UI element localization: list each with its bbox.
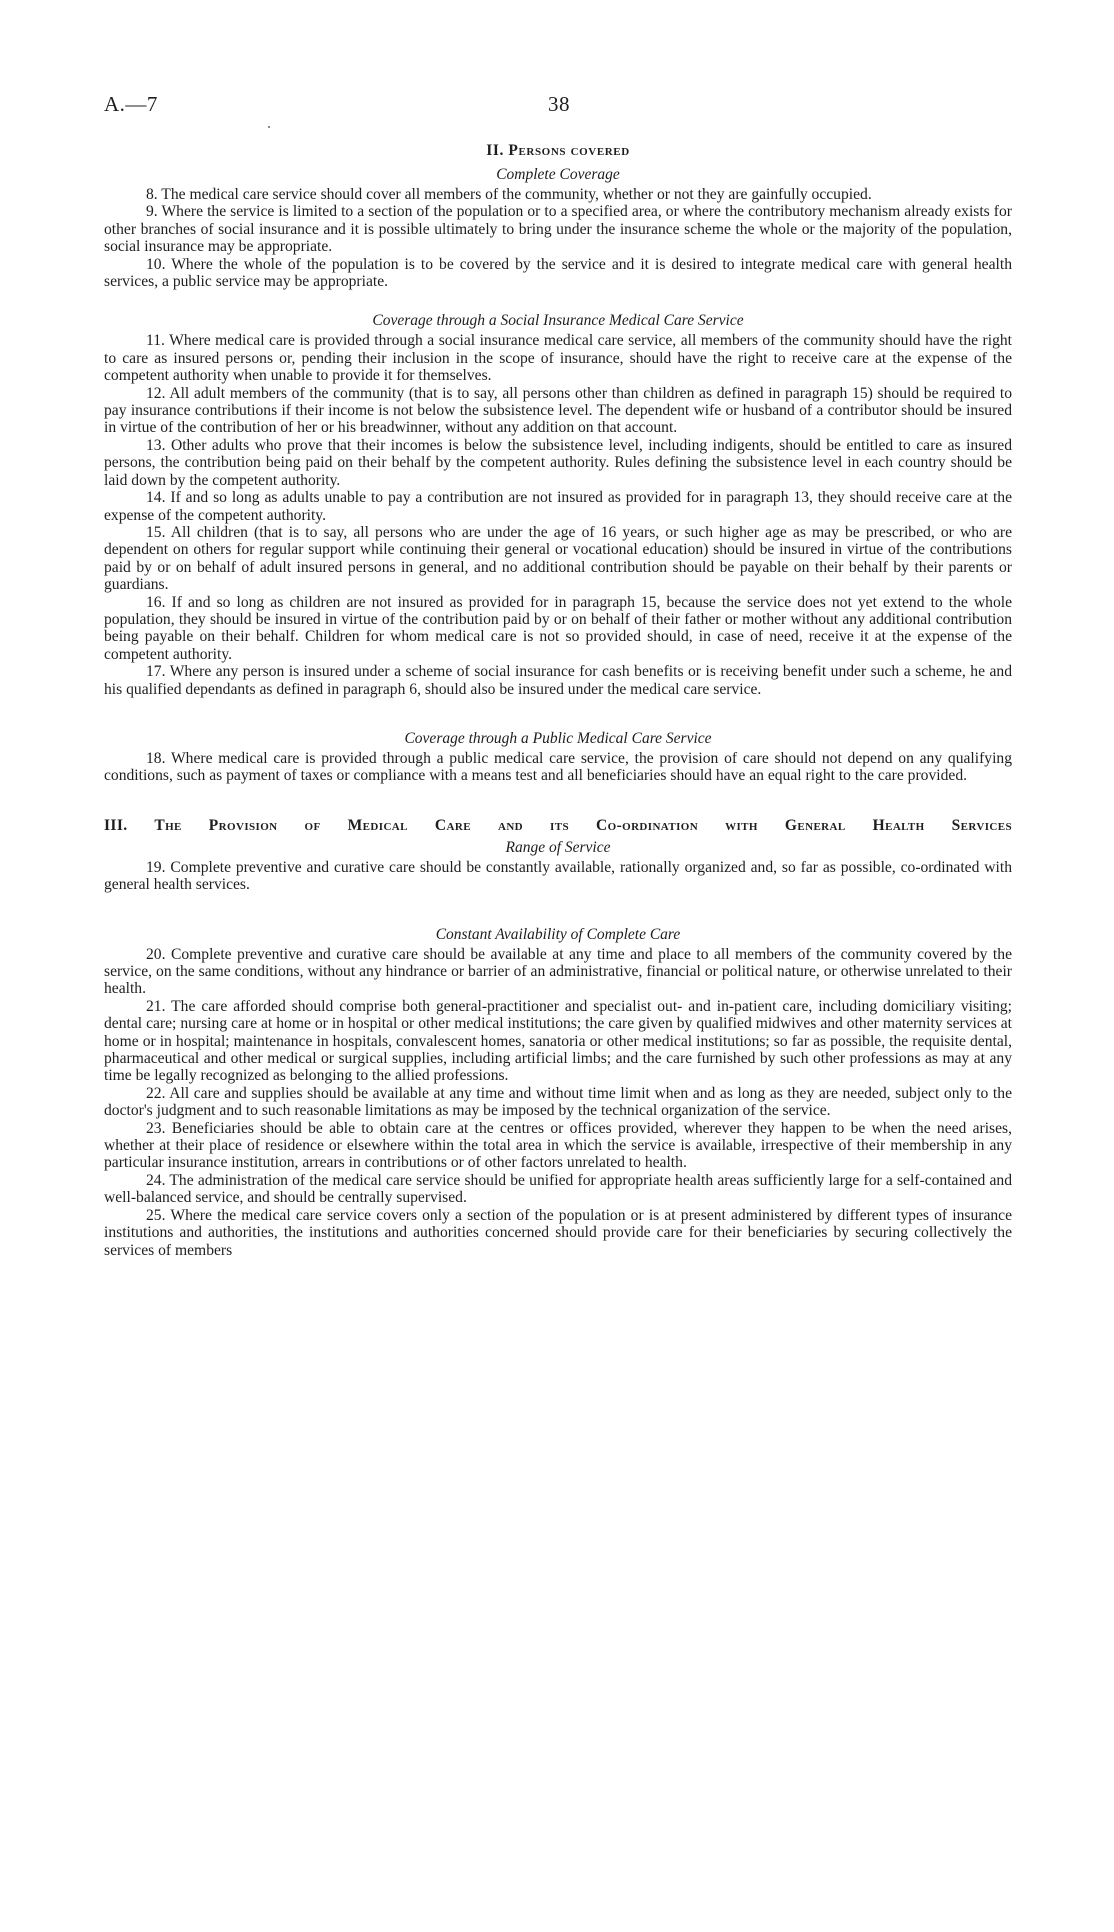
part-2-title: II. Persons covered bbox=[486, 142, 630, 159]
document-body bbox=[104, 140, 1012, 1259]
paragraph-21: 21. The care afforded should comprise both general-practitioner and specialist out- and in-patient care, including domiciliary visiting; dental care; nursing care at home or in hospital or other medical institutions; the care given by qualified midwives and other maternity services at home or in hospital; maintenance in hospitals, convalescent homes, sanatoria or other medical institutions; so far as possible, the requisite dental, pharmaceutical and other medical or surgical supplies, including artificial limbs; and the care furnished by such other professions as may at any time be legally recognized as belonging to the allied professions. bbox=[104, 997, 1012, 1085]
paragraph-12: 12. All adult members of the community (that is to say, all persons other than children as defined in paragraph 15) should be required to pay insurance contributions if their income is not below the subsistence level. The dependent wife or husband of a contributor should be insured in virtue of the contribution of her or his breadwinner, without any addition on that account. bbox=[104, 384, 1012, 437]
paragraph-20: 20. Complete preventive and curative care should be available at any time and place to all members of the community covered by the service, on the same conditions, without any hindrance or barrier of an administrative, financial or political nature, or otherwise unrelated to their health. bbox=[104, 945, 1012, 998]
paragraph-17: 17. Where any person is insured under a scheme of social insurance for cash benefits or is receiving benefit under such a scheme, he and his qualified dependants as defined in paragraph 6, should also be insured under the medical care service. bbox=[104, 663, 1012, 698]
paragraph-23: 23. Beneficiaries should be able to obtain care at the centres or offices provided, wherever they happen to be when the need arises, whether at their place of residence or elsewhere within the total area in which the service is available, irrespective of their membership in any particular insurance institution, arrears in contributions or of other factors unrelated to health. bbox=[104, 1119, 1012, 1172]
page-number: 38 bbox=[548, 92, 570, 116]
range-of-service-section bbox=[104, 859, 1012, 894]
paragraph-11: 11. Where medical care is provided through a social insurance medical care service, all members of the community should have the right to care as insured persons or, pending their inclusion in the scope of insurance, should have the right to receive care at the expense of the competent authority when unable to provide it for themselves. bbox=[104, 332, 1012, 385]
paragraph-8: 8. The medical care service should cover all members of the community, whether or not they are gainfully occupied. bbox=[146, 186, 872, 203]
paragraph-19: 19. Complete preventive and curative care should be constantly available, rationally organized and, so far as possible, co-ordinated with general health services. bbox=[104, 858, 1012, 894]
paragraph-24: 24. The administration of the medical care service should be unified for appropriate health areas sufficiently large for a self-contained and well-balanced service, and should be centrally supervised. bbox=[104, 1171, 1012, 1207]
paragraph-16: 16. If and so long as children are not insured as provided for in paragraph 15, because the service does not yet extend to the whole population, they should be insured in virtue of the contribution paid by or on behalf of their father or mother without any additional contribution being payable on their behalf. Children for whom medical care is not so provided should, in case of need, receive it at the expense of the competent authority. bbox=[104, 593, 1012, 663]
social-insurance-heading: Coverage through a Social Insurance Medical Care Service bbox=[372, 312, 744, 330]
constant-availability-section bbox=[104, 946, 1012, 1259]
paragraph-25: 25. Where the medical care service covers only a section of the population or is at present administered by different types of insurance institutions and authorities, the institutions and authorities concerned should provide care for their beneficiaries by securing collectively the services of members bbox=[104, 1206, 1012, 1259]
complete-coverage-section bbox=[104, 186, 1012, 290]
range-of-service-heading: Range of Service bbox=[505, 838, 611, 856]
paragraph-18: 18. Where medical care is provided through a public medical care service, the provision of care should not depend on any qualifying conditions, such as payment of taxes or compliance with a means test and all beneficiaries should have an equal right to the care provided. bbox=[104, 749, 1012, 785]
paragraph-14: 14. If and so long as adults unable to pay a contribution are not insured as provided for in paragraph 13, they should receive care at the expense of the competent authority. bbox=[104, 489, 1012, 524]
part-3-title: III. The Provision of Medical Care and its Co-ordination with General Health Services bbox=[104, 816, 1012, 834]
paragraph-22: 22. All care and supplies should be available at any time and without time limit when and as long as they are needed, subject only to the doctor's judgment and to such reasonable limitations as may be imposed by the technical organization of the service. bbox=[104, 1084, 1012, 1120]
paragraph-15: 15. All children (that is to say, all persons who are under the age of 16 years, or such higher age as may be prescribed, or who are dependent on others for regular support while continuing their general or vocational education) should be insured in virtue of the contributions paid by or on behalf of adult insured persons in general, and no additional contribution should be payable on their behalf by their parents or guardians. bbox=[104, 523, 1012, 594]
public-service-heading: Coverage through a Public Medical Care Service bbox=[404, 729, 712, 747]
scan-speck bbox=[268, 126, 270, 128]
paragraph-10: 10. Where the whole of the population is to be covered by the service and it is desired to integrate medical care with general health services, a public service may be appropriate. bbox=[104, 255, 1012, 291]
constant-availability-heading: Constant Availability of Complete Care bbox=[435, 925, 681, 943]
complete-coverage-heading: Complete Coverage bbox=[496, 166, 620, 183]
paragraph-9: 9. Where the service is limited to a section of the population or to a specified area, or where the contributory mechanism already exists for other branches of social insurance and it is possible ultimately to bring under the insurance scheme the whole or the majority of the population, social insurance may be appropriate. bbox=[104, 203, 1012, 256]
social-insurance-section bbox=[104, 332, 1012, 698]
document-reference: A.—7 bbox=[104, 92, 158, 116]
paragraph-13: 13. Other adults who prove that their incomes is below the subsistence level, including indigents, should be entitled to care as insured persons, the contribution being paid on their behalf by the competent authority. Rules defining the subsistence level in each country should be laid down by the competent authority. bbox=[104, 436, 1012, 489]
public-service-section bbox=[104, 750, 1012, 785]
